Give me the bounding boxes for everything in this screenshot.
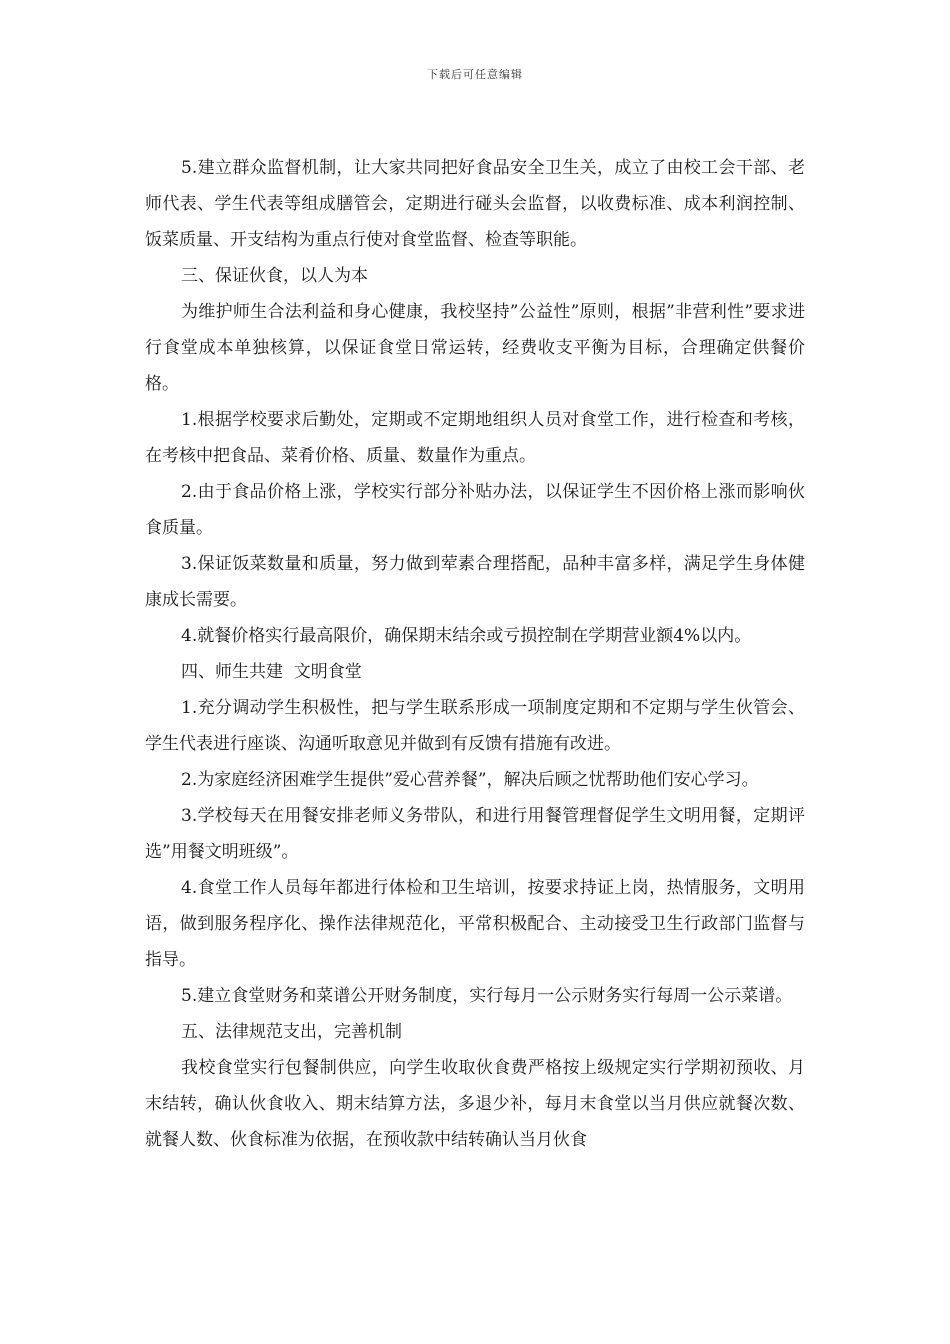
section-heading-5: 五、法律规范支出，完善机制 <box>181 1022 402 1042</box>
paragraph-3-1: 1.根据学校要求后勤处，定期或不定期地组织人员对食堂工作，进行检查和考核，在考核中把食品、菜肴价格、质量、数量作为重点。 <box>145 410 805 466</box>
section-heading-3: 三、保证伙食，以人为本 <box>181 266 368 286</box>
paragraph-3-4: 4.就餐价格实行最高限价，确保期末结余或亏损控制在学期营业额4%以内。 <box>181 626 752 646</box>
page-header-note: 下载后可任意编辑 <box>427 68 523 81</box>
paragraph-5-intro: 我校食堂实行包餐制供应，向学生收取伙食费严格按上级规定实行学期初预收、月末结转，确认伙食收入、期末结算方法，多退少补，每月末食堂以当月供应就餐次数、就餐人数、伙食标准为依据，在预收款中结转确认当月伙食 <box>145 1058 805 1150</box>
section-heading-4: 四、师生共建 文明食堂 <box>181 662 362 682</box>
paragraph-3-2: 2.由于食品价格上涨，学校实行部分补贴办法，以保证学生不因价格上涨而影响伙食质量。 <box>145 482 805 538</box>
paragraph-4-5: 5.建立食堂财务和菜谱公开财务制度，实行每月一公示财务实行每周一公示菜谱。 <box>181 986 793 1006</box>
paragraph-4-4: 4.食堂工作人员每年都进行体检和卫生培训，按要求持证上岗，热情服务，文明用语，做到服务程序化、操作法律规范化，平常积极配合、主动接受卫生行政部门监督与指导。 <box>145 878 805 970</box>
paragraph-3-3: 3.保证饭菜数量和质量，努力做到荤素合理搭配，品种丰富多样，满足学生身体健康成长需要。 <box>145 554 805 610</box>
document-body <box>145 150 805 1158</box>
paragraph-4-2: 2.为家庭经济困难学生提供”爱心营养餐”，解决后顾之忧帮助他们安心学习。 <box>181 770 759 790</box>
paragraph-supervision: 5.建立群众监督机制，让大家共同把好食品安全卫生关，成立了由校工会干部、老师代表、学生代表等组成膳管会，定期进行碰头会监督，以收费标准、成本利润控制、饭菜质量、开支结构为重点行使对食堂监督、检查等职能。 <box>145 158 805 250</box>
paragraph-intro-3: 为维护师生合法利益和身心健康，我校坚持”公益性”原则，根据”非营利性”要求进行食堂成本单独核算，以保证食堂日常运转，经费收支平衡为目标，合理确定供餐价格。 <box>145 302 805 394</box>
paragraph-4-1: 1.充分调动学生积极性，把与学生联系形成一项制度定期和不定期与学生伙管会、学生代表进行座谈、沟通听取意见并做到有反馈有措施有改进。 <box>145 698 805 754</box>
paragraph-4-3: 3.学校每天在用餐安排老师义务带队，和进行用餐管理督促学生文明用餐，定期评选”用餐文明班级”。 <box>145 806 805 862</box>
